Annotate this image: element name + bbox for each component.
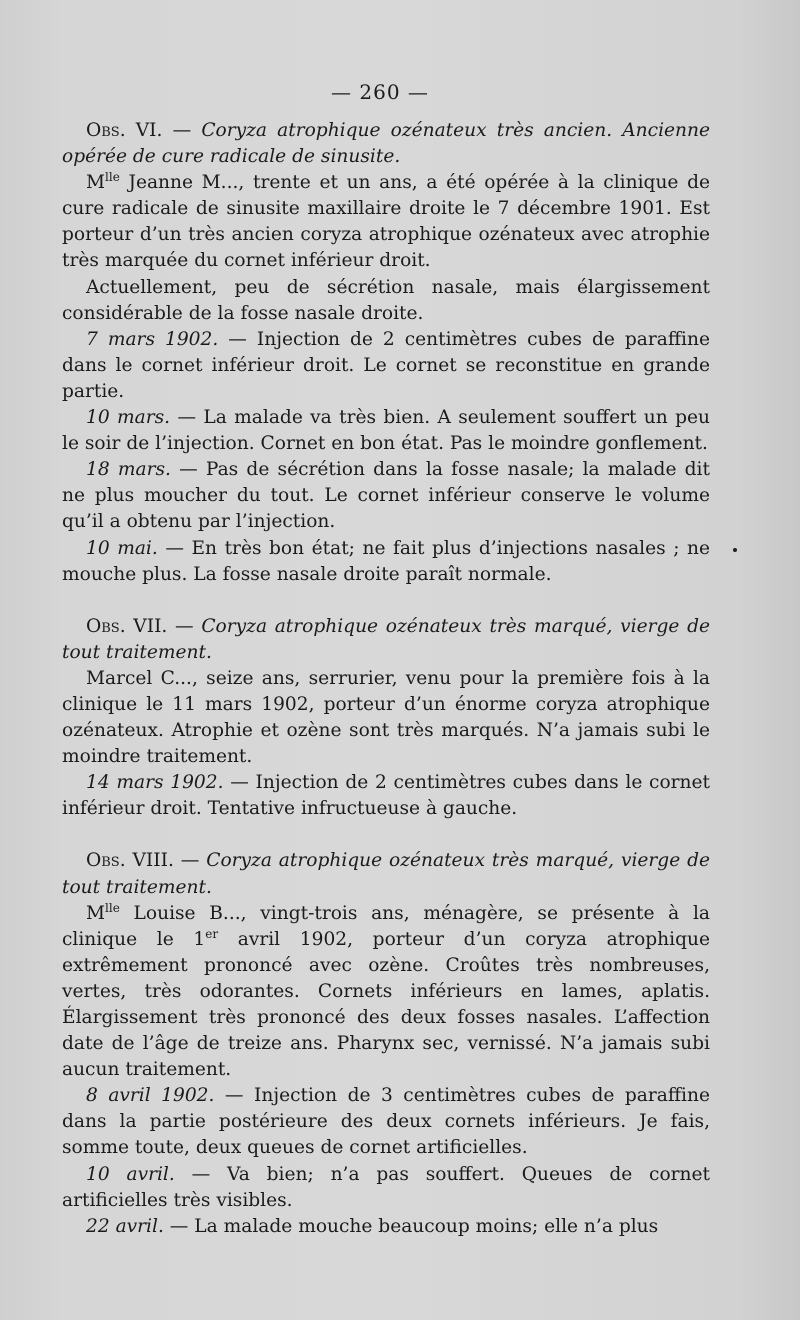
entry-text: — Va bien; n’a pas souffert. Queues de cornet artificielles très visibles. xyxy=(62,1163,710,1211)
entry-text: — En très bon état; ne fait plus d’injections nasales ; ne mouche plus. La fosse nasale droite paraît normale. xyxy=(62,537,710,585)
ordinal-sup: er xyxy=(205,926,219,941)
obs-8-title: Coryza atrophique ozénateux très marqué, vierge de tout traitement. xyxy=(62,850,710,898)
entry-date: 7 mars 1902. xyxy=(86,328,219,350)
obs-8-label: Obs. VIII. — xyxy=(86,850,200,872)
entry-date: 10 mars. xyxy=(86,407,171,429)
entry-date: 8 avril 1902. xyxy=(86,1085,215,1107)
entry-text: — La malade va très bien. A seulement souffert un peu le soir de l’injection. Cornet en bon état. Pas le moindre gonflement. xyxy=(62,407,710,455)
obs-6-label: Obs. VI. — xyxy=(86,120,192,141)
page-number: — 260 — xyxy=(331,80,429,104)
entry-date: 14 mars 1902. xyxy=(86,772,224,794)
entry-text: — Pas de sécrétion dans la fosse nasale; la malade dit ne plus moucher du tout. Le cornet inférieur conserve le volume qu’il a obtenu par l’injection. xyxy=(62,459,710,533)
entry-text: — Injection de 2 centimètres cubes dans le cornet inférieur droit. Tentative infructueuse à gauche. xyxy=(62,772,711,820)
title-mlle-sup: lle xyxy=(105,900,120,915)
entry-text: — Injection de 3 centimètres cubes de paraffine dans la partie postérieure des deux cornets inférieurs. Je fais, somme toute, deux queues de cornet artificielles. xyxy=(62,1085,710,1159)
title-mlle: M xyxy=(86,172,106,194)
obs-6-paragraph: Actuellement, peu de sécrétion nasale, mais élargissement considérable de la fosse nasale droite. xyxy=(62,276,710,324)
obs-6-heading xyxy=(62,118,710,170)
obs-6-entry xyxy=(62,457,710,535)
obs-8-entry xyxy=(62,1162,710,1214)
page-body xyxy=(62,118,710,1240)
obs-8-paragraph-text-b: avril 1902, porteur d’un coryza atrophique extrêmement prononcé avec ozène. Croûtes très nombreuses, vertes, très odorantes. Cornets inférieurs en lames, aplatis. Élargissement très prononcé des deux fosses nasales. L’affection date de l’âge de treize ans. Pharynx sec, vernissé. N’a jamais subi aucun traitement. xyxy=(62,928,710,1081)
obs-7-label: Obs. VII. — xyxy=(86,615,194,637)
section-gap xyxy=(62,822,710,848)
entry-text: — Injection de 2 centimètres cubes de paraffine dans le cornet inférieur droit. Le cornet se reconstitue en grande partie. xyxy=(62,328,710,402)
entry-date: 10 mai. xyxy=(86,537,158,559)
obs-7-paragraph: Marcel C..., seize ans, serrurier, venu pour la première fois à la clinique le 11 mars 1902, porteur d’un énorme coryza atrophique ozénateux. Atrophie et ozène sont très marqués. N’a jamais subi le moindre traitement. xyxy=(62,667,710,768)
obs-8-entry xyxy=(62,1083,710,1161)
section-gap xyxy=(62,588,710,614)
obs-6-paragraph xyxy=(62,170,710,274)
obs-7-title: Coryza atrophique ozénateux très marqué, vierge de tout traitement. xyxy=(62,615,710,663)
entry-date: 18 mars. xyxy=(86,459,171,481)
obs-6-entry xyxy=(62,536,710,588)
ink-speck xyxy=(733,548,737,552)
obs-8-paragraph-text-a: Louise B..., vingt-trois ans, ménagère, se présente à la clinique le 1 xyxy=(62,902,710,950)
obs-6-entry xyxy=(62,405,710,457)
entry-date: 22 avril. xyxy=(86,1215,164,1237)
title-mlle-sup: lle xyxy=(105,170,120,184)
obs-6-entry xyxy=(62,327,710,405)
title-mlle: M xyxy=(86,902,106,924)
obs-8-paragraph xyxy=(62,901,710,1084)
obs-6-paragraph-text: Jeanne M..., trente et un ans, a été opérée à la clinique de cure radicale de sinusite maxillaire droite le 7 décembre 1901. Est porteur d’un très ancien coryza atrophique ozénateux avec atrophie très marquée du cornet inférieur droit. xyxy=(62,172,710,272)
obs-7-entry xyxy=(62,770,710,822)
entry-date: 10 avril. xyxy=(86,1163,175,1185)
obs-7-heading xyxy=(62,614,710,666)
obs-6-title: Coryza atrophique ozénateux très ancien. Ancienne opérée de cure radicale de sinusite. xyxy=(62,120,710,168)
obs-8-heading xyxy=(62,848,710,900)
obs-8-entry xyxy=(62,1214,710,1240)
entry-text: — La malade mouche beaucoup moins; elle n’a plus xyxy=(169,1215,659,1237)
